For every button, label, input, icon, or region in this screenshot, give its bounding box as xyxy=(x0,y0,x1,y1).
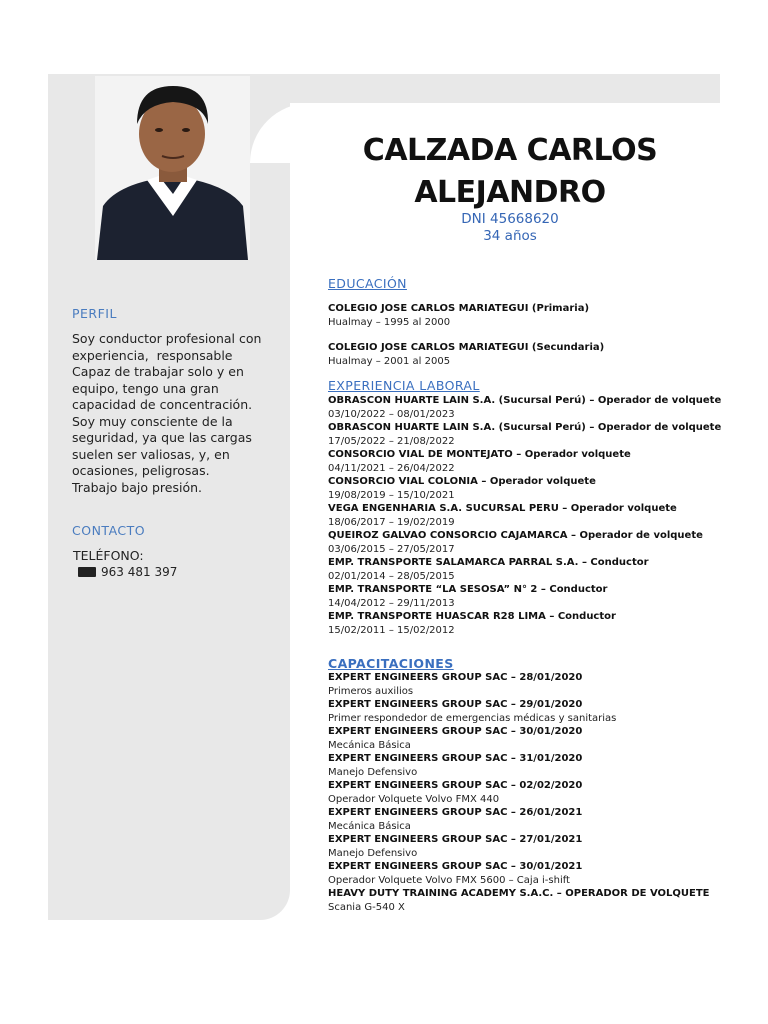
education-detail: Hualmay – 1995 al 2000 xyxy=(328,316,451,328)
perfil-line: Soy conductor profesional con xyxy=(72,331,262,346)
perfil-line: Soy muy consciente de la xyxy=(72,413,233,429)
experience-heading: EXPERIENCIA LABORAL xyxy=(328,378,480,393)
perfil-text xyxy=(72,331,277,496)
experience-dates: 18/06/2017 – 19/02/2019 xyxy=(328,516,455,528)
experience-dates: 04/11/2021 – 26/04/2022 xyxy=(328,462,455,474)
training-title: EXPERT ENGINEERS GROUP SAC – 28/01/2020 xyxy=(328,672,583,683)
education-heading: EDUCACIÓN xyxy=(328,276,407,291)
education-detail: Hualmay – 2001 al 2005 xyxy=(328,355,451,367)
training-title: EXPERT ENGINEERS GROUP SAC – 30/01/2021 xyxy=(328,861,583,872)
perfil-line: experiencia, responsable xyxy=(72,347,233,363)
experience-dates: 19/08/2019 – 15/10/2021 xyxy=(328,489,455,501)
training-detail: Mecánica Básica xyxy=(328,739,411,751)
training-title: EXPERT ENGINEERS GROUP SAC – 29/01/2020 xyxy=(328,699,583,710)
training-title: EXPERT ENGINEERS GROUP SAC – 02/02/2020 xyxy=(328,780,583,791)
phone-row xyxy=(78,565,177,579)
training-list xyxy=(328,671,710,914)
experience-title: EMP. TRANSPORTE HUASCAR R28 LIMA – Conductor xyxy=(328,611,616,622)
person-name xyxy=(330,130,690,214)
experience-title: CONSORCIO VIAL DE MONTEJATO – Operador volquete xyxy=(328,449,631,460)
experience-dates: 03/06/2015 – 27/05/2017 xyxy=(328,543,455,555)
experience-title: VEGA ENGENHARIA S.A. SUCURSAL PERU – Operador volquete xyxy=(328,503,677,514)
header-band xyxy=(250,74,720,103)
experience-title: QUEIROZ GALVAO CONSORCIO CAJAMARCA – Operador de volquete xyxy=(328,530,703,541)
training-detail: Primer respondedor de emergencias médicas y sanitarias xyxy=(328,712,617,724)
age-text: 34 años xyxy=(483,228,537,244)
training-heading: CAPACITACIONES xyxy=(328,656,454,671)
experience-list xyxy=(328,394,721,637)
perfil-heading: PERFIL xyxy=(72,306,117,321)
perfil-line: ocasiones, peligrosas. xyxy=(72,463,210,478)
training-title: EXPERT ENGINEERS GROUP SAC – 31/01/2020 xyxy=(328,753,583,764)
experience-title: OBRASCON HUARTE LAIN S.A. (Sucursal Perú) – Operador de volquete xyxy=(328,422,722,433)
training-title: EXPERT ENGINEERS GROUP SAC – 27/01/2021 xyxy=(328,834,583,845)
training-detail: Operador Volquete Volvo FMX 5600 – Caja i-shift xyxy=(328,874,570,886)
training-detail: Primeros auxilios xyxy=(328,685,414,697)
training-title: HEAVY DUTY TRAINING ACADEMY S.A.C. – OPERADOR DE VOLQUETE xyxy=(328,888,710,899)
experience-dates: 15/02/2011 – 15/02/2012 xyxy=(328,624,455,636)
education-item xyxy=(328,341,604,368)
experience-title: OBRASCON HUARTE LAIN S.A. (Sucursal Perú) – Operador de volquete xyxy=(328,395,722,406)
training-detail: Mecánica Básica xyxy=(328,820,411,832)
dni-text: DNI 45668620 xyxy=(461,211,559,227)
experience-title: CONSORCIO VIAL COLONIA – Operador volquete xyxy=(328,476,596,487)
phone-icon xyxy=(78,567,96,577)
perfil-line: seguridad, ya que las cargas xyxy=(72,430,252,445)
education-item xyxy=(328,302,589,329)
experience-title: EMP. TRANSPORTE SALAMARCA PARRAL S.A. – Conductor xyxy=(328,557,649,568)
training-detail: Scania G-540 X xyxy=(328,901,405,913)
experience-title: EMP. TRANSPORTE “LA SESOSA” N° 2 – Conductor xyxy=(328,584,608,595)
training-detail: Manejo Defensivo xyxy=(328,847,418,859)
experience-dates: 14/04/2012 – 29/11/2013 xyxy=(328,597,455,609)
training-title: EXPERT ENGINEERS GROUP SAC – 30/01/2020 xyxy=(328,726,583,737)
perfil-line: capacidad de concentración. xyxy=(72,397,253,412)
contacto-heading: CONTACTO xyxy=(72,523,146,538)
phone-number: 963 481 397 xyxy=(101,565,178,579)
training-detail: Operador Volquete Volvo FMX 440 xyxy=(328,793,500,805)
perfil-line: suelen ser valiosas, y, en xyxy=(72,446,230,462)
perfil-line: Trabajo bajo presión. xyxy=(72,479,202,495)
training-detail: Manejo Defensivo xyxy=(328,766,418,778)
experience-dates: 03/10/2022 – 08/01/2023 xyxy=(328,408,455,420)
education-title: COLEGIO JOSE CARLOS MARIATEGUI (Primaria) xyxy=(328,303,590,314)
training-title: EXPERT ENGINEERS GROUP SAC – 26/01/2021 xyxy=(328,807,583,818)
experience-dates: 17/05/2022 – 21/08/2022 xyxy=(328,435,455,447)
name-line-2: ALEJANDRO xyxy=(414,175,606,210)
perfil-line: Capaz de trabajar solo y en xyxy=(72,364,244,379)
phone-label: TELÉFONO: xyxy=(73,548,144,563)
profile-photo xyxy=(95,76,250,260)
id-block xyxy=(330,211,690,245)
education-title: COLEGIO JOSE CARLOS MARIATEGUI (Secundaria) xyxy=(328,342,605,353)
perfil-line: equipo, tengo una gran xyxy=(72,380,219,396)
name-line-1: CALZADA CARLOS xyxy=(362,133,658,168)
experience-dates: 02/01/2014 – 28/05/2015 xyxy=(328,570,455,582)
